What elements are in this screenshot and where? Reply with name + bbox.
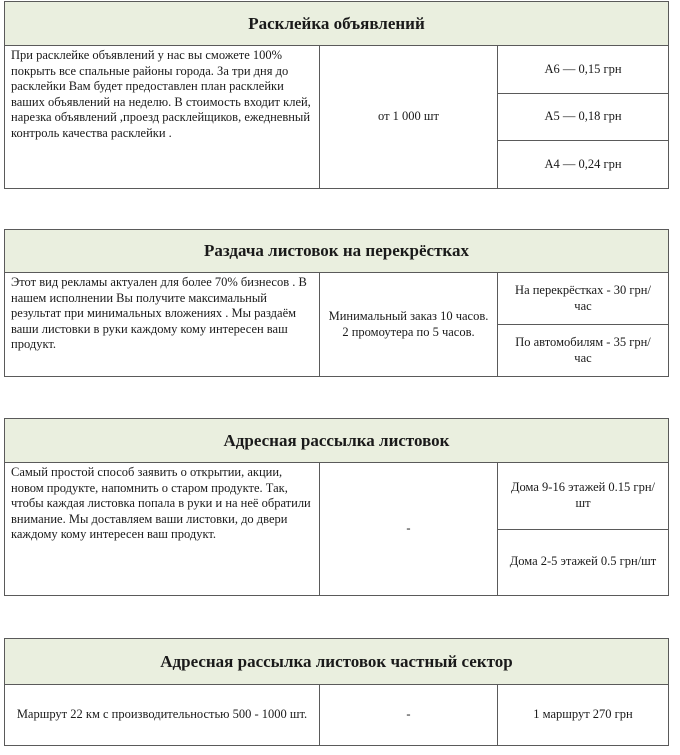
price-cell: Дома 2-5 этажей 0.5 грн/шт [498,529,668,596]
section-description: При расклейке объявлений у нас вы сможете 100% покрыть все спальные районы города. За три дня до расклейки Вам будет предоставлен план расклейки ваших объявлений на неделю. В стоимость входит клей, нарезка объявлений ,проезд расклейщиков, ежедневный контроль качества расклейки . [5,46,320,188]
price-list [498,685,668,745]
section-condition: - [320,463,498,595]
section-condition: - [320,685,498,745]
price-cell: По автомобилям - 35 грн/час [498,324,668,376]
price-cell: На перекрёстках - 30 грн/час [515,282,651,313]
price-cell: Дома 9-16 этажей 0.15 грн/шт [511,480,655,510]
section-address-mailing [4,418,669,596]
section-description: Самый простой способ заявить о открытии, акции, новом продукте, напомнить о старом продукте. Так, чтобы каждая листовка попала в руки и на неё обратили внимание. Мы доставляем ваши листовки, до двери каждому кому интересен ваш продукт. [5,463,320,595]
price-list [498,46,668,188]
price-cell: А5 — 0,18 грн [498,93,668,141]
section-title: Адресная рассылка листовок [5,419,668,463]
price-cell: А4 — 0,24 грн [498,140,668,188]
section-crossroads [4,229,669,377]
section-private-sector [4,638,669,746]
section-condition: от 1 000 шт [320,46,498,188]
price-cell: А6 — 0,15 грн [544,61,622,76]
section-description: Маршрут 22 км с производительностью 500 - 1000 шт. [5,685,320,745]
price-cell: 1 маршрут 270 грн [533,707,633,722]
section-title: Раздача листовок на перекрёстках [5,230,668,273]
price-list [498,273,668,376]
price-list [498,463,668,595]
section-title: Адресная рассылка листовок частный сектор [5,639,668,685]
section-description: Этот вид рекламы актуален для более 70% бизнесов . В нашем исполнении Вы получите максимальный результат при минимальных вложениях . Мы раздаём ваши листовки в руки каждому кому интересен ваш продукт. [5,273,320,376]
section-posting [4,1,669,189]
section-title: Расклейка объявлений [5,2,668,46]
section-condition: Минимальный заказ 10 часов. 2 промоутера по 5 часов. [320,273,498,376]
